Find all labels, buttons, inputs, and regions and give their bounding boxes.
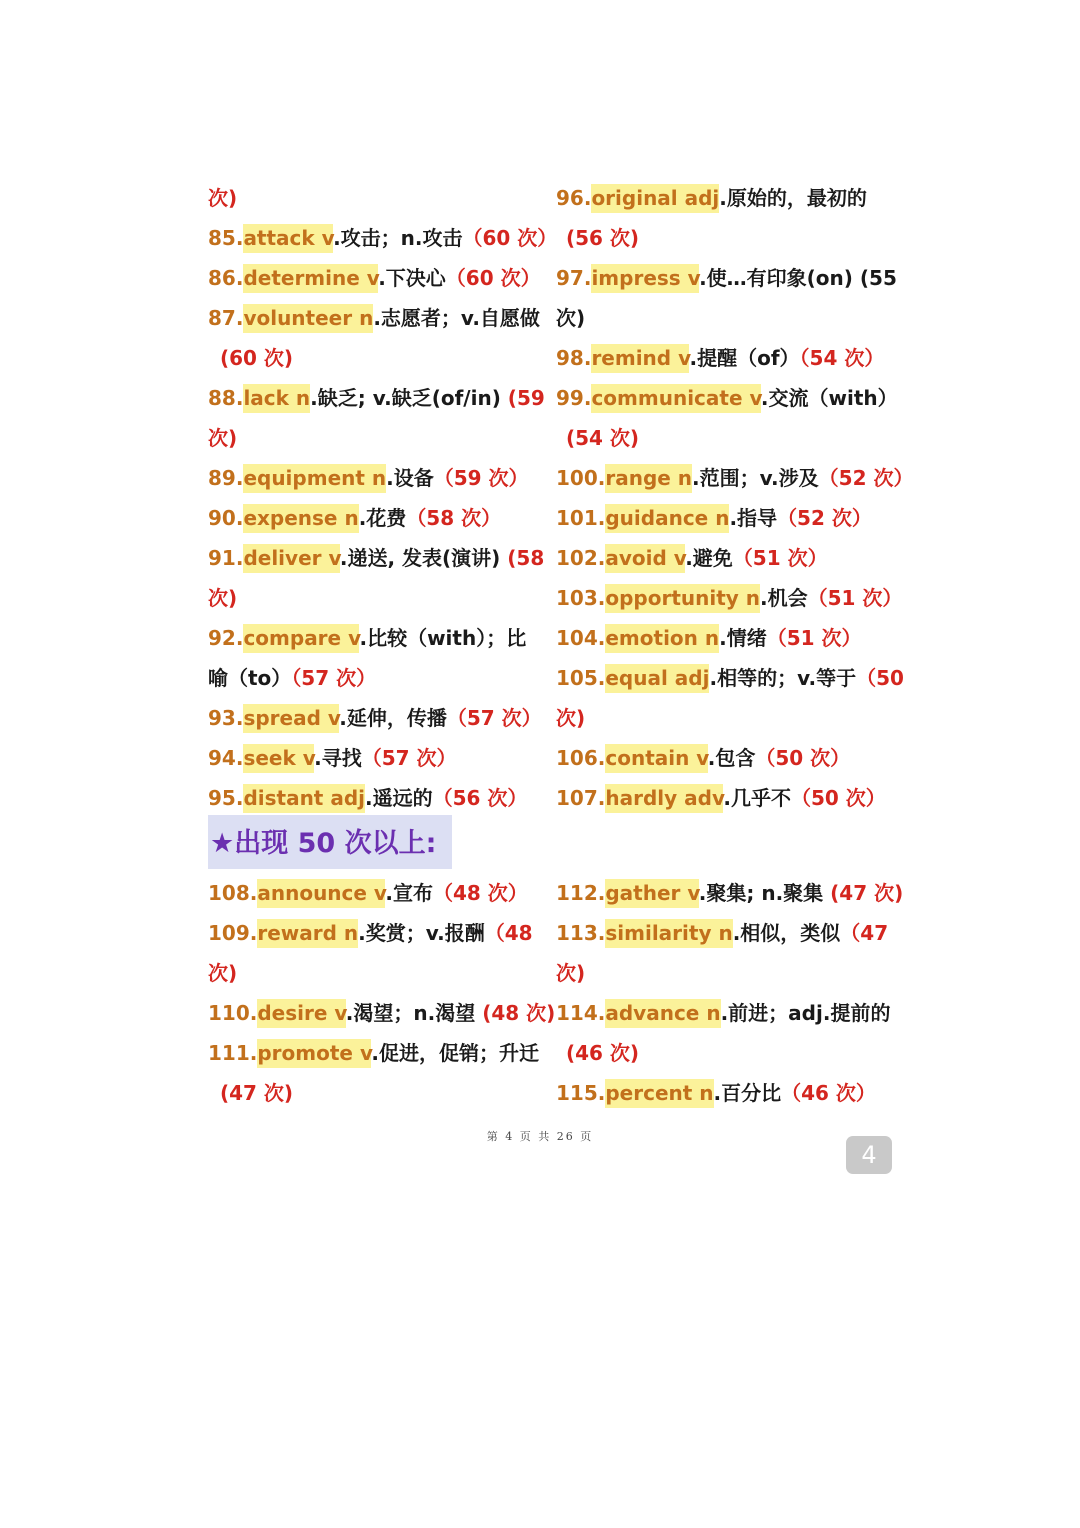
entry-word: seek v <box>243 744 314 773</box>
entry-number: 86. <box>208 266 244 290</box>
entry-count: （46 次） <box>781 1081 876 1105</box>
entry-count: （52 次） <box>777 506 872 530</box>
vocab-line <box>208 916 533 950</box>
vocab-line <box>556 876 903 910</box>
vocab-line <box>208 741 457 775</box>
vocab-line <box>208 421 237 455</box>
entry-count: （50 次） <box>790 786 886 810</box>
vocab-line <box>556 996 890 1030</box>
entry-meaning: .设备 <box>386 466 434 490</box>
vocab-line <box>220 1076 293 1110</box>
entry-word: similarity n <box>605 919 732 948</box>
entry-meaning: .包含 <box>707 746 756 770</box>
entry-count: (56 次) <box>566 226 640 250</box>
vocab-line <box>208 261 541 295</box>
entry-number: 99. <box>556 386 592 410</box>
entry-number: 95. <box>208 786 244 810</box>
entry-number: 103. <box>556 586 606 610</box>
entry-word: attack v <box>243 224 333 253</box>
entry-word: percent n <box>605 1079 713 1108</box>
entry-meaning: .延伸，传播 <box>339 706 447 730</box>
vocab-line <box>556 621 862 655</box>
entry-meaning: .原始的，最初的 <box>719 186 867 210</box>
entry-meaning: .遥远的 <box>365 786 433 810</box>
vocab-line <box>208 996 555 1030</box>
entry-meaning: .相等的；v.等于 <box>709 666 857 690</box>
entry-number: 110. <box>208 1001 258 1025</box>
entry-count: (59 <box>500 386 545 410</box>
entry-meaning: .攻击；n.攻击 <box>333 226 463 250</box>
entry-word: opportunity n <box>605 584 760 613</box>
entry-number: 108. <box>208 881 258 905</box>
vocab-line <box>208 541 544 575</box>
entry-meaning: .寻找 <box>314 746 362 770</box>
entry-number: 87. <box>208 306 244 330</box>
vocab-line <box>208 781 527 815</box>
entry-meaning: .促进，促销；升迁 <box>371 1041 539 1065</box>
entry-meaning: .相似，类似 <box>732 921 841 945</box>
entry-count: （47 <box>840 921 889 945</box>
page-number-badge: 4 <box>846 1136 892 1174</box>
entry-count: （50 次） <box>755 746 851 770</box>
vocab-line <box>566 1036 639 1070</box>
entry-word: deliver v <box>243 544 339 573</box>
entry-meaning: .情绪 <box>719 626 767 650</box>
vocab-line <box>208 876 528 910</box>
vocab-line <box>556 661 904 695</box>
entry-meaning: .宣布 <box>385 881 433 905</box>
entry-count: 次) <box>208 186 238 210</box>
entry-count: (60 次) <box>220 346 294 370</box>
vocab-line <box>208 501 501 535</box>
entry-word: compare v <box>243 624 359 653</box>
vocab-line <box>208 461 529 495</box>
vocab-line <box>556 461 913 495</box>
entry-count: （58 次） <box>406 506 502 530</box>
entry-count: (47 次) <box>823 881 904 905</box>
vocab-line <box>556 301 585 335</box>
entry-word: range n <box>605 464 692 493</box>
vocab-line <box>556 741 850 775</box>
vocab-line <box>556 701 585 735</box>
entry-number: 106. <box>556 746 606 770</box>
entry-number: 97. <box>556 266 592 290</box>
entry-word: contain v <box>605 744 707 773</box>
entry-count: （51 次） <box>732 546 828 570</box>
vocab-line <box>220 341 293 375</box>
entry-number: 109. <box>208 921 258 945</box>
entry-number: 96. <box>556 186 592 210</box>
entry-meaning: .奖赏；v.报酬 <box>358 921 485 945</box>
entry-word: emotion n <box>605 624 719 653</box>
entry-word: determine v <box>243 264 378 293</box>
entry-count: （51 次） <box>807 586 903 610</box>
entry-count: （48 次） <box>432 881 528 905</box>
entry-count: （50 <box>856 666 904 690</box>
entry-count: （54 次） <box>799 346 885 370</box>
entry-meaning: .避免 <box>685 546 733 570</box>
vocab-line <box>556 261 897 295</box>
vocab-line <box>556 341 884 375</box>
vocab-line <box>208 621 526 655</box>
entry-count: (47 次) <box>220 1081 294 1105</box>
entry-meaning: .比较（with）；比 <box>359 626 527 650</box>
vocab-line <box>556 381 898 415</box>
entry-number: 91. <box>208 546 244 570</box>
entry-word: reward n <box>257 919 358 948</box>
vocab-line <box>556 956 585 990</box>
vocab-line <box>556 581 902 615</box>
vocab-line <box>556 181 867 215</box>
entry-count: （48 <box>484 921 533 945</box>
entry-count: （57 次） <box>446 706 542 730</box>
vocab-line <box>208 221 557 255</box>
entry-meaning: .机会 <box>760 586 808 610</box>
vocab-line <box>208 381 545 415</box>
entry-count: 次) <box>208 961 238 985</box>
entry-word: impress v <box>591 264 699 293</box>
entry-word: expense n <box>243 504 358 533</box>
vocab-line <box>208 701 542 735</box>
entry-number: 85. <box>208 226 244 250</box>
entry-number: 93. <box>208 706 244 730</box>
entry-meaning: .提醒（of） <box>689 346 800 370</box>
vocab-line <box>208 181 237 215</box>
vocab-line <box>566 421 639 455</box>
entry-meaning: .志愿者；v.自愿做 <box>373 306 540 330</box>
entry-word: equipment n <box>243 464 386 493</box>
entry-word: original adj <box>591 184 719 213</box>
vocab-line <box>208 301 540 335</box>
entry-meaning: .聚集; n.聚集 <box>698 881 824 905</box>
entry-count: (58 <box>500 546 545 570</box>
entry-count: 次) <box>208 586 238 610</box>
entry-word: distant adj <box>243 784 365 813</box>
entry-count: (46 次) <box>566 1041 640 1065</box>
entry-number: 107. <box>556 786 606 810</box>
vocab-line <box>556 501 872 535</box>
entry-meaning: .百分比 <box>713 1081 782 1105</box>
vocab-line <box>208 956 237 990</box>
vocab-line <box>556 916 888 950</box>
entry-number: 114. <box>556 1001 606 1025</box>
vocab-line <box>556 1076 876 1110</box>
entry-word: hardly adv <box>605 784 723 813</box>
entry-count: 次) <box>556 706 586 730</box>
entry-word: avoid v <box>605 544 685 573</box>
entry-meaning: .范围；v.涉及 <box>692 466 819 490</box>
entry-meaning: .使…有印象(on) (55 <box>699 266 897 290</box>
entry-number: 89. <box>208 466 244 490</box>
entry-count: (54 次) <box>566 426 640 450</box>
entry-count: （57 次） <box>291 666 377 690</box>
entry-count: （52 次） <box>818 466 914 490</box>
entry-number: 92. <box>208 626 244 650</box>
entry-number: 101. <box>556 506 606 530</box>
entry-word: announce v <box>257 879 385 908</box>
entry-word: advance n <box>605 999 720 1028</box>
entry-number: 100. <box>556 466 606 490</box>
entry-meaning: .指导 <box>729 506 778 530</box>
entry-number: 113. <box>556 921 606 945</box>
entry-number: 105. <box>556 666 606 690</box>
entry-count: （51 次） <box>766 626 862 650</box>
entry-meaning: .交流（with） <box>760 386 898 410</box>
entry-count: （60 次） <box>462 226 558 250</box>
entry-count: （56 次） <box>432 786 528 810</box>
entry-number: 104. <box>556 626 606 650</box>
entry-meaning: .几乎不 <box>723 786 791 810</box>
entry-word: lack n <box>243 384 310 413</box>
entry-word: volunteer n <box>243 304 373 333</box>
section-heading: ★出现 50 次以上: <box>210 828 437 859</box>
entry-number: 90. <box>208 506 244 530</box>
entry-number: 102. <box>556 546 606 570</box>
entry-number: 111. <box>208 1041 258 1065</box>
entry-count: （60 次） <box>445 266 541 290</box>
vocab-line <box>208 581 237 615</box>
vocab-line <box>208 661 376 695</box>
vocab-line <box>208 1036 539 1070</box>
vocab-line <box>566 221 639 255</box>
entry-word: spread v <box>243 704 339 733</box>
entry-word: promote v <box>257 1039 371 1068</box>
entry-meaning: .花费 <box>358 506 407 530</box>
entry-count: （57 次） <box>361 746 457 770</box>
entry-number: 94. <box>208 746 244 770</box>
entry-count: (48 次) <box>475 1001 556 1025</box>
page-footer: 第 4 页 共 26 页 <box>486 1130 594 1143</box>
entry-count: 次) <box>208 426 238 450</box>
entry-meaning: 喻（to） <box>208 666 292 690</box>
vocab-line <box>556 781 886 815</box>
entry-meaning: .渴望；n.渴望 <box>345 1001 476 1025</box>
vocab-line <box>556 541 828 575</box>
entry-meaning: .缺乏; v.缺乏(of/in) <box>310 386 501 410</box>
entry-number: 88. <box>208 386 244 410</box>
entry-word: equal adj <box>605 664 709 693</box>
entry-number: 112. <box>556 881 606 905</box>
entry-word: gather v <box>605 879 698 908</box>
entry-word: guidance n <box>605 504 729 533</box>
entry-meaning: .前进；adj.提前的 <box>720 1001 891 1025</box>
entry-meaning: .下决心 <box>378 266 446 290</box>
entry-number: 98. <box>556 346 592 370</box>
entry-number: 115. <box>556 1081 606 1105</box>
entry-meaning: 次) <box>556 306 586 330</box>
entry-word: communicate v <box>591 384 760 413</box>
entry-count: （59 次） <box>433 466 529 490</box>
entry-word: remind v <box>591 344 689 373</box>
entry-meaning: .递送, 发表(演讲) <box>339 546 501 570</box>
entry-word: desire v <box>257 999 345 1028</box>
entry-count: 次) <box>556 961 586 985</box>
